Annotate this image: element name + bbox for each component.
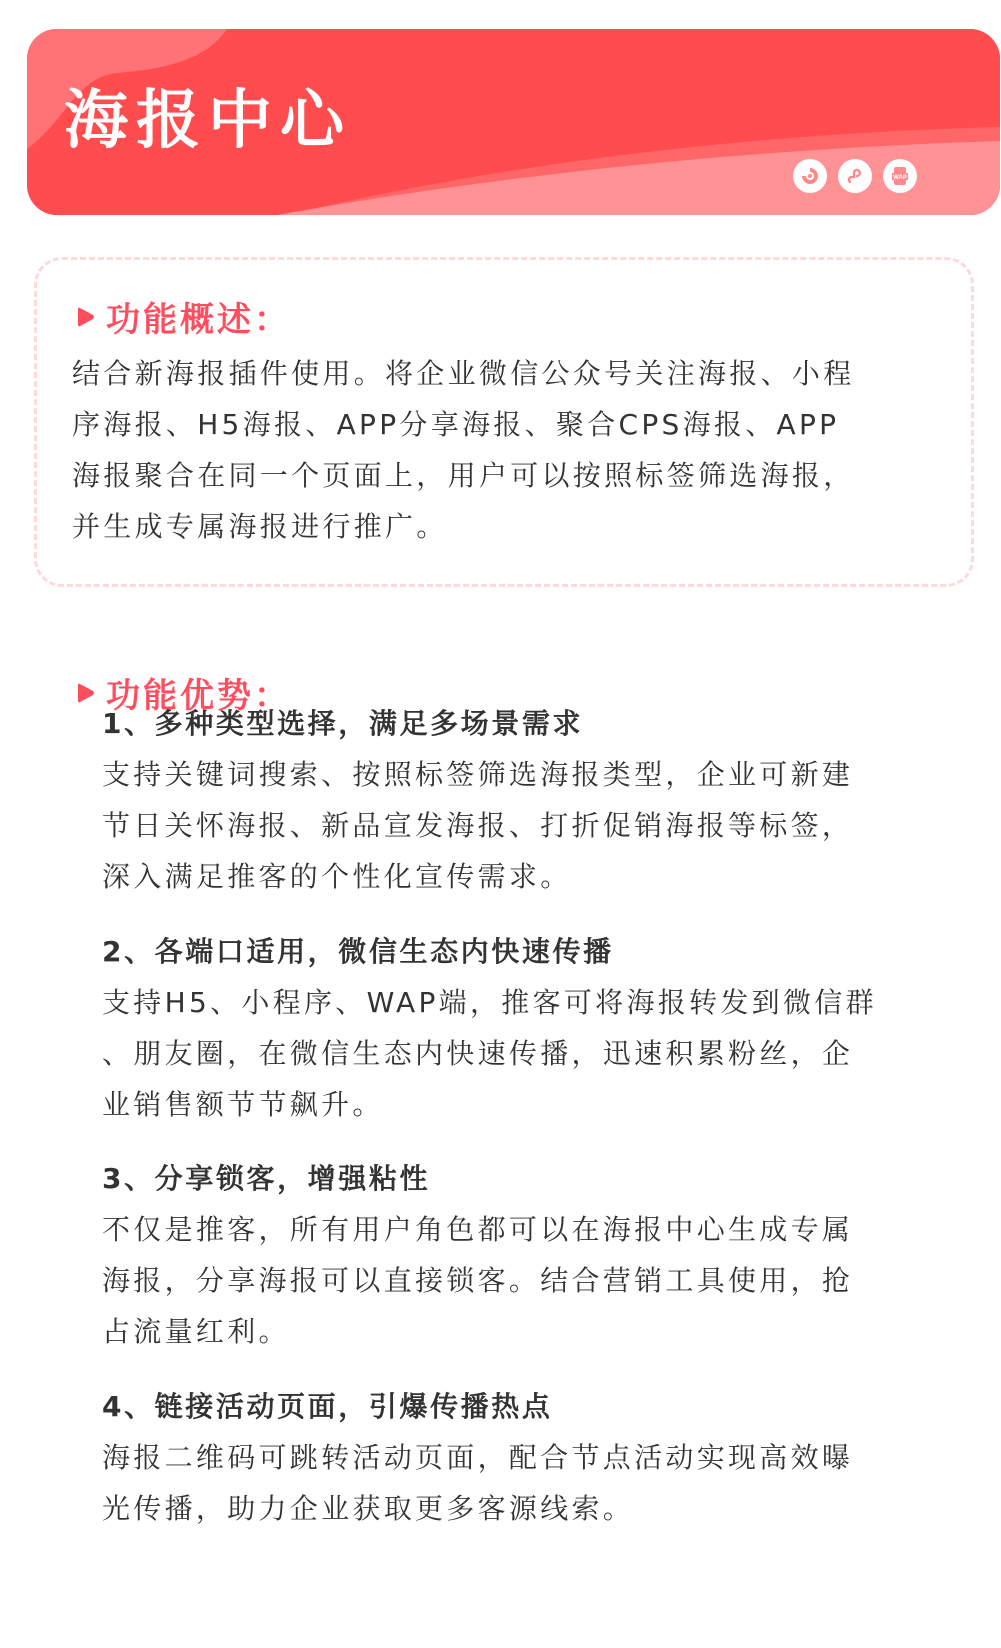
text-line: 海报二维码可跳转活动页面，配合节点活动实现高效曝 — [102, 1441, 854, 1474]
text-line: 业销售额节节飙升。 — [102, 1088, 384, 1121]
overview-heading — [73, 292, 291, 341]
text-line: 、朋友圈，在微信生态内快速传播，迅速积累粉丝，企 — [102, 1037, 854, 1070]
text-line: 序海报、H5海报、APP分享海报、聚合CPS海报、APP — [72, 408, 840, 441]
advantage-item-3 — [102, 1154, 962, 1357]
mini-program-swirl-icon — [793, 159, 827, 193]
overview-description — [72, 348, 932, 552]
platform-icons — [793, 159, 917, 193]
play-triangle-icon — [73, 305, 97, 329]
text-line: 结合新海报插件使用。将企业微信公众号关注海报、小程 — [72, 357, 855, 390]
text-line: 支持关键词搜索、按照标签筛选海报类型，企业可新建 — [102, 758, 854, 791]
advantage-item-1 — [102, 699, 962, 902]
advantage-item-4 — [102, 1382, 962, 1534]
advantage-title: 4、链接活动页面，引爆传播热点 — [102, 1390, 553, 1423]
advantage-description — [102, 1432, 962, 1534]
text-line: 不仅是推客，所有用户角色都可以在海报中心生成专属 — [102, 1213, 854, 1246]
advantage-title: 2、各端口适用，微信生态内快速传播 — [102, 935, 614, 968]
wap-icon — [883, 159, 917, 193]
text-line: 并生成专属海报进行推广。 — [72, 510, 448, 543]
text-line: 海报聚合在同一个页面上，用户可以按照标签筛选海报， — [72, 459, 855, 492]
advantage-description — [102, 1204, 962, 1357]
text-line: 光传播，助力企业获取更多客源线索。 — [102, 1492, 635, 1525]
page-title: 海报中心 — [64, 84, 352, 158]
overview-card — [34, 257, 974, 587]
advantages-heading-text: 功能优势： — [106, 676, 291, 716]
advantage-item-2 — [102, 927, 962, 1130]
text-line: 深入满足推客的个性化宣传需求。 — [102, 860, 572, 893]
advantage-description — [102, 749, 962, 902]
overview-heading-text: 功能概述： — [106, 300, 291, 340]
advantage-title: 3、分享锁客，增强粘性 — [102, 1162, 431, 1195]
mini-program-link-icon — [838, 159, 872, 193]
text-line: 海报，分享海报可以直接锁客。结合营销工具使用，抢 — [102, 1264, 854, 1297]
text-line: 支持H5、小程序、WAP端，推客可将海报转发到微信群 — [102, 986, 877, 1019]
text-line: 节日关怀海报、新品宣发海报、打折促销海报等标签， — [102, 809, 854, 842]
header-banner — [27, 29, 1000, 215]
advantage-description — [102, 977, 962, 1130]
play-triangle-icon — [73, 681, 97, 705]
advantage-title: 1、多种类型选择，满足多场景需求 — [102, 707, 584, 740]
svg-text:WAP: WAP — [893, 175, 907, 181]
text-line: 占流量红利。 — [102, 1315, 290, 1348]
